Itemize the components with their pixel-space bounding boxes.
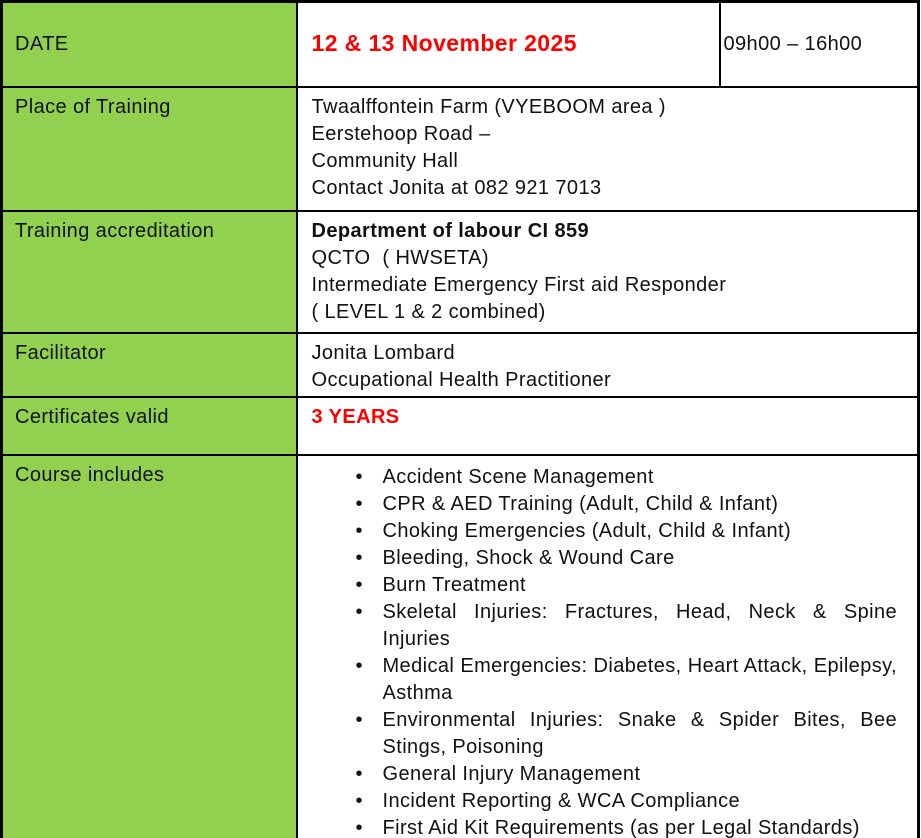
course-item: • Medical Emergencies: Diabetes, Heart Attack, Epilepsy, Asthma xyxy=(356,653,898,707)
certificates-label-cell xyxy=(2,397,297,455)
course-item: • First Aid Kit Requirements (as per Legal Standards) xyxy=(356,815,898,838)
text-line: Jonita Lombard xyxy=(311,342,455,364)
course-item: • General Injury Management xyxy=(356,761,898,788)
course-item: • Choking Emergencies (Adult, Child & Infant) xyxy=(356,518,898,545)
course-label-cell xyxy=(2,455,297,838)
course-item: • Burn Treatment xyxy=(356,572,898,599)
row-facilitator xyxy=(2,333,919,397)
course-item: • Accident Scene Management xyxy=(356,464,898,491)
text-line: QCTO ( HWSETA) xyxy=(311,247,489,269)
accreditation-bold-line: Department of labour CI 859 xyxy=(311,220,590,242)
place-value-cell xyxy=(297,87,919,211)
time-value: 09h00 – 16h00 xyxy=(723,33,863,55)
text-line: Intermediate Emergency First aid Responder xyxy=(311,274,727,296)
row-course-includes xyxy=(2,455,919,838)
course-bullet-list xyxy=(312,464,910,838)
course-label: Course includes xyxy=(15,464,165,486)
place-label-cell xyxy=(2,87,297,211)
row-place-of-training xyxy=(2,87,919,211)
row-training-accreditation xyxy=(2,211,919,333)
facilitator-label-cell xyxy=(2,333,297,397)
text-line: Contact Jonita at 082 921 7013 xyxy=(311,177,602,199)
accreditation-value-cell xyxy=(297,211,919,333)
accreditation-label: Training accreditation xyxy=(15,220,215,242)
course-item: • Bleeding, Shock & Wound Care xyxy=(356,545,898,572)
course-item: • Skeletal Injuries: Fractures, Head, Neck & Spine Injuries xyxy=(356,599,898,653)
text-line: Eerstehoop Road – xyxy=(311,123,491,145)
course-item: • Environmental Injuries: Snake & Spider Bites, Bee Stings, Poisoning xyxy=(356,707,898,761)
course-item: • Incident Reporting & WCA Compliance xyxy=(356,788,898,815)
course-item: • CPR & AED Training (Adult, Child & Infant) xyxy=(356,491,898,518)
date-label: DATE xyxy=(15,33,69,55)
row-date xyxy=(2,2,919,88)
accreditation-label-cell xyxy=(2,211,297,333)
text-line: ( LEVEL 1 & 2 combined) xyxy=(311,301,546,323)
course-value-cell xyxy=(297,455,919,838)
facilitator-label: Facilitator xyxy=(15,342,107,364)
certificates-label: Certificates valid xyxy=(15,406,169,428)
place-label: Place of Training xyxy=(15,96,171,118)
text-line: Community Hall xyxy=(311,150,459,172)
text-line: Occupational Health Practitioner xyxy=(311,369,612,391)
certificates-value-cell xyxy=(297,397,919,455)
text-line: Twaalffontein Farm (VYEBOOM area ) xyxy=(311,96,666,118)
certificates-value: 3 YEARS xyxy=(311,406,400,428)
time-cell xyxy=(720,2,919,88)
date-label-cell xyxy=(2,2,297,88)
date-value-cell xyxy=(297,2,720,88)
date-value: 12 & 13 November 2025 xyxy=(311,30,577,56)
facilitator-value-cell xyxy=(297,333,919,397)
row-certificates-valid xyxy=(2,397,919,455)
